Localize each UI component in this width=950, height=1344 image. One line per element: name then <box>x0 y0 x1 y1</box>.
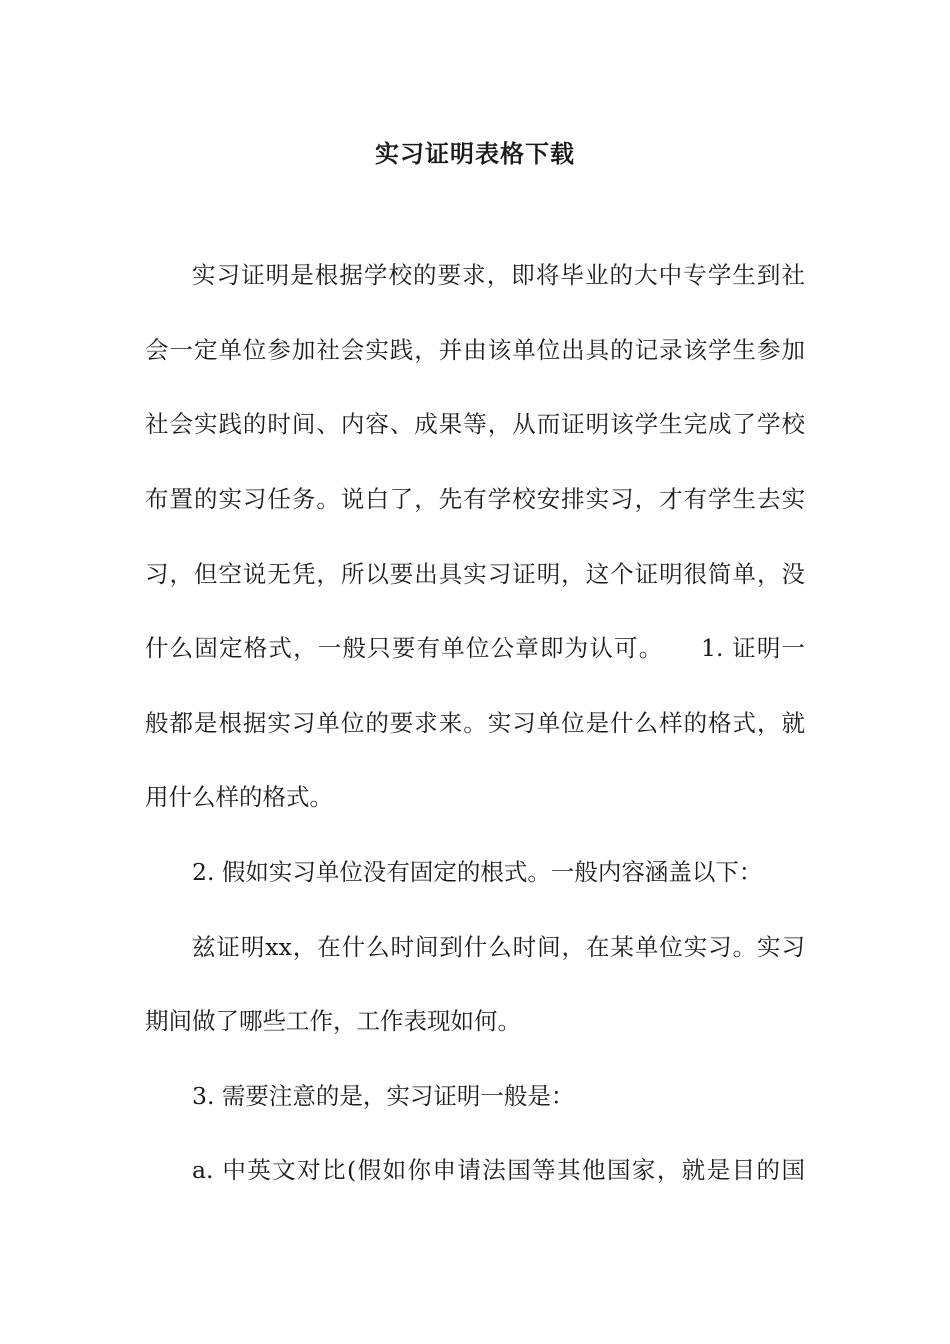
paragraph-line: a. 中英文对比(假如你申请法国等其他国家，就是目的国 <box>192 1156 805 1184</box>
paragraph-line: 2. 假如实习单位没有固定的根式。一般内容涵盖以下： <box>192 858 763 886</box>
paragraph-line: 3. 需要注意的是，实习证明一般是： <box>192 1082 575 1110</box>
paragraph-line: 期间做了哪些工作，工作表现如何。 <box>145 1007 521 1035</box>
paragraph-line: 兹证明xx，在什么时间到什么时间，在某单位实习。实习 <box>192 933 805 961</box>
paragraph-line: 般都是根据实习单位的要求来。实习单位是什么样的格式，就 <box>145 709 805 737</box>
paragraph-line: 习，但空说无凭，所以要出具实习证明，这个证明很简单，没 <box>145 560 805 588</box>
paragraph-line: 会一定单位参加社会实践，并由该单位出具的记录该学生参加 <box>145 336 805 364</box>
paragraph-line: 布置的实习任务。说白了，先有学校安排实习，才有学生去实 <box>145 485 805 513</box>
paragraph-line: 什么固定格式，一般只要有单位公章即为认可。 1. 证明一 <box>145 634 805 662</box>
paragraph-line: 实习证明是根据学校的要求，即将毕业的大中专学生到社 <box>192 261 805 289</box>
paragraph-line: 社会实践的时间、内容、成果等，从而证明该学生完成了学校 <box>145 410 805 438</box>
page-title: 实习证明表格下载 <box>375 139 575 168</box>
paragraph-line: 用什么样的格式。 <box>145 783 333 811</box>
